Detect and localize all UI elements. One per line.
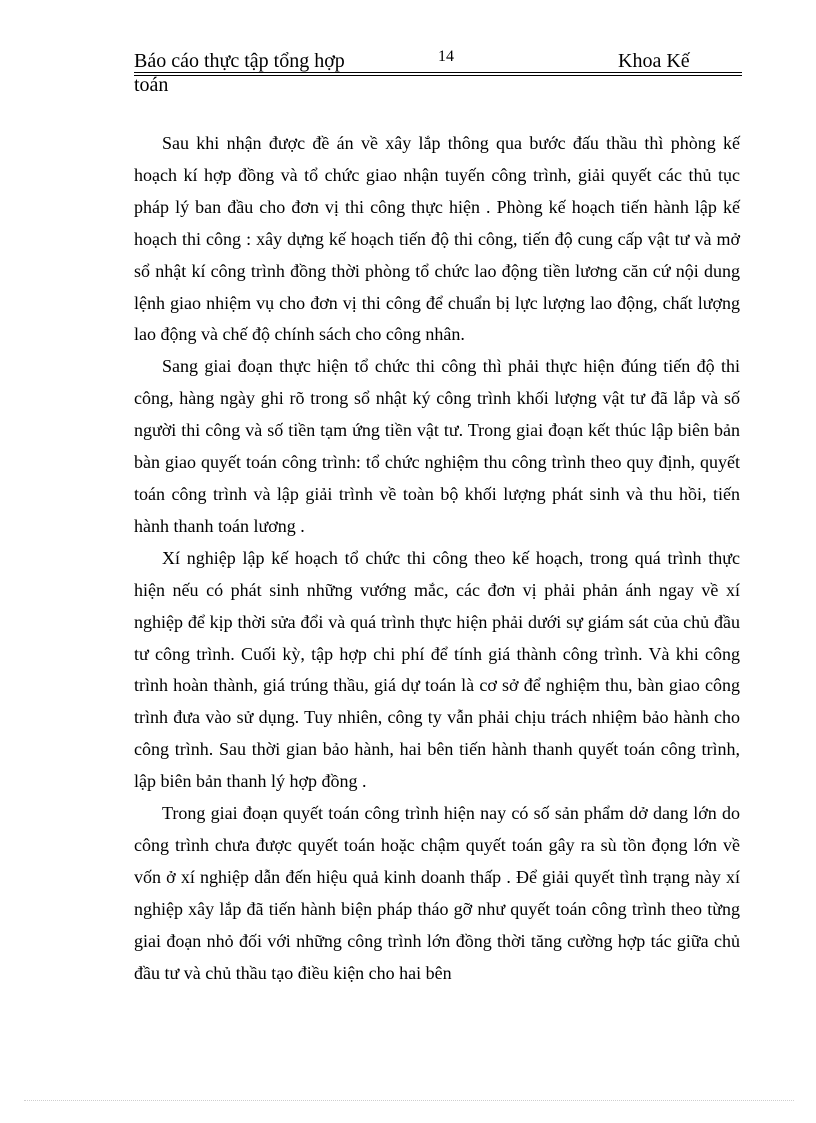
page-header (134, 48, 742, 74)
header-divider (134, 72, 742, 73)
header-divider-second (134, 75, 742, 76)
paragraph: Sau khi nhận được đề án về xây lắp thông qua bước đấu thầu thì phòng kế hoạch kí hợp đồng và tổ chức giao nhận tuyến công trình, giải quyết các thủ tục pháp lý ban đầu cho đơn vị thi công thực hiện . Phòng kế hoạch tiến hành lập kế hoạch thi công : xây dựng kế hoạch tiến độ thi công, tiến độ cung cấp vật tư và mở sổ nhật kí công trình đồng thời phòng tổ chức lao động tiền lương căn cứ nội dung lệnh giao nhiệm vụ cho đơn vị thi công để chuẩn bị lực lượng lao động, chất lượng lao động và chế độ chính sách cho công nhân. (134, 133, 740, 345)
page-number: 14 (438, 48, 454, 65)
paragraph: Trong giai đoạn quyết toán công trình hiện nay có số sản phẩm dở dang lớn do công trình chưa được quyết toán hoặc chậm quyết toán gây ra sù tồn đọng lớn về vốn ở xí nghiệp dẫn đến hiệu quả kinh doanh thấp . Để giải quyết tình trạng này xí nghiệp xây lắp đã tiến hành biện pháp tháo gỡ như quyết toán công trình theo từng giai đoạn nhỏ đối với những công trình lớn đồng thời tăng cường hợp tác giữa chủ đầu tư và chủ thầu tạo điều kiện cho hai bên (134, 803, 740, 983)
page-bottom-border (24, 1100, 794, 1101)
body-text (134, 128, 740, 989)
header-report-title: Báo cáo thực tập tổng hợp (134, 50, 345, 72)
header-department-continuation: toán (134, 74, 169, 96)
paragraph: Sang giai đoạn thực hiện tổ chức thi công thì phải thực hiện đúng tiến độ thi công, hàng ngày ghi rõ trong sổ nhật ký công trình khối lượng vật tư đã lắp và số người thi công và số tiền tạm ứng tiền vật tư. Trong giai đoạn kết thúc lập biên bản bàn giao quyết toán công trình: tổ chức nghiệm thu công trình theo quy định, quyết toán công trình và lập giải trình về toàn bộ khối lượng phát sinh và thu hồi, tiến hành thanh toán lương . (134, 356, 740, 536)
paragraph: Xí nghiệp lập kế hoạch tổ chức thi công theo kế hoạch, trong quá trình thực hiện nếu có phát sinh những vướng mắc, các đơn vị phải phản ánh ngay về xí nghiệp để kịp thời sửa đổi và quá trình thực hiện phải dưới sự giám sát của chủ đầu tư công trình. Cuối kỳ, tập hợp chi phí để tính giá thành công trình. Và khi công trình hoàn thành, giá trúng thầu, giá dự toán là cơ sở để nghiệm thu, bàn giao công trình đưa vào sử dụng. Tuy nhiên, công ty vẫn phải chịu trách nhiệm bảo hành cho công trình. Sau thời gian bảo hành, hai bên tiến hành thanh quyết toán công trình, lập biên bản thanh lý hợp đồng . (134, 547, 740, 792)
header-department: Khoa Kế (618, 50, 690, 72)
